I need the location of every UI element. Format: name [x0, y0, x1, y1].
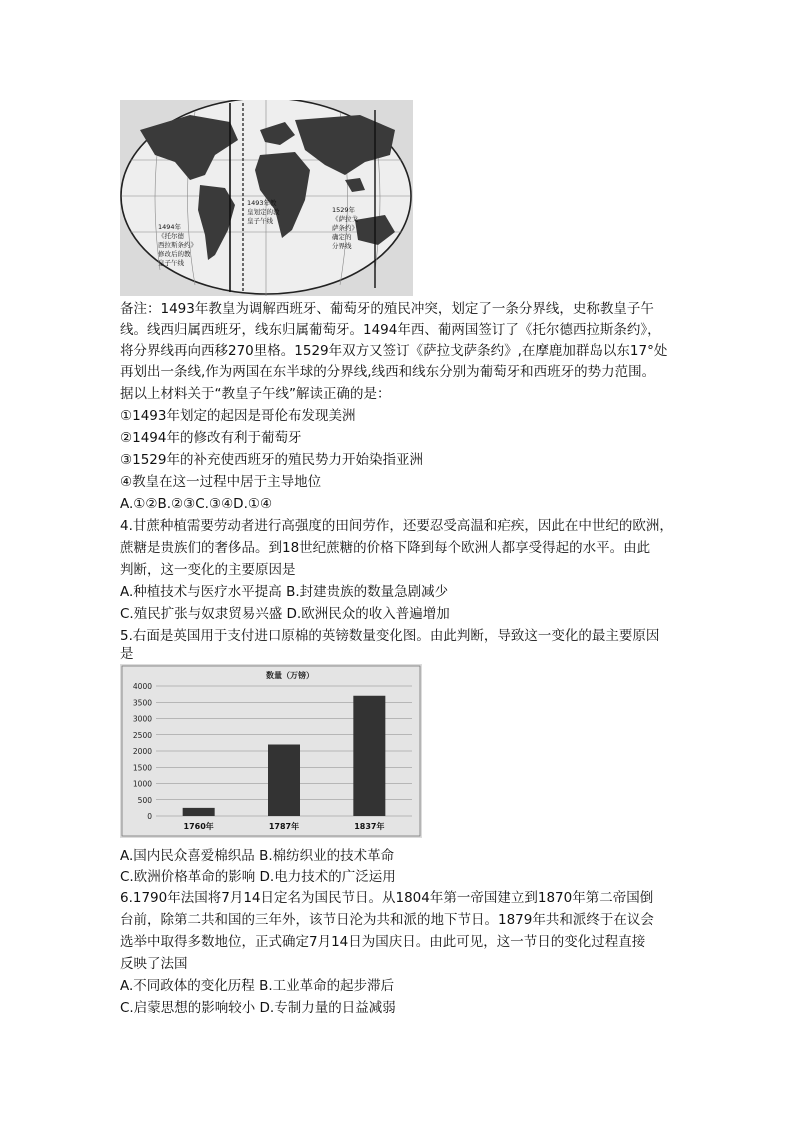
x-tick-label: 1760年	[183, 822, 214, 831]
map-label: 《萨拉戈	[332, 215, 358, 223]
x-tick-label: 1837年	[354, 822, 385, 831]
bar	[183, 808, 215, 816]
q4-stem-line: 判断，这一变化的主要原因是	[120, 562, 296, 578]
map-label: 修改后的教	[158, 250, 191, 258]
q4-options: A.种植技术与医疗水平提高 B.封建贵族的数量急剧减少	[120, 584, 449, 600]
q6-stem-line: 选举中取得多数地位，正式确定7月14日为国庆日。由此可见，这一节日的变化过程直接	[120, 934, 646, 950]
map-label: 皇划定的教	[247, 208, 280, 216]
q4-stem-line: 4.甘蔗种植需要劳动者进行高强度的田间劳作，还要忍受高温和疟疾，因此在中世纪的欧洲，	[120, 518, 673, 534]
map-label: 西拉斯条约》	[158, 241, 197, 249]
q5-options: C.欧洲价格革命的影响 D.电力技术的广泛运用	[120, 869, 396, 885]
q3-note-line: 再划出一条线,作为两国在东半球的分界线,线西和线东分别为葡萄牙和西班牙的势力范围。	[120, 364, 656, 380]
map-label: 1494年	[158, 223, 182, 231]
y-tick-label: 1500	[132, 763, 152, 773]
y-tick-label: 2000	[132, 747, 152, 756]
chart-svg	[120, 664, 422, 838]
q3-item: ③1529年的补充使西班牙的殖民势力开始染指亚洲	[120, 452, 423, 468]
q5-stem-line: 是	[120, 646, 134, 662]
x-tick-label: 1787年	[268, 822, 300, 831]
cotton-import-chart	[120, 664, 422, 838]
map-label: 萨条约》	[332, 224, 358, 232]
y-tick-label: 3000	[132, 714, 152, 724]
q3-item: ①1493年划定的起因是哥伦布发现美洲	[120, 408, 356, 424]
map-label: 1529年	[332, 206, 356, 214]
map-label: 分界线	[332, 242, 352, 250]
q6-stem-line: 台前，除第二共和国的三年外，该节日沦为共和派的地下节日。1879年共和派终于在议会	[120, 912, 654, 928]
q3-item: ④教皇在这一过程中居于主导地位	[120, 474, 322, 490]
y-tick-label: 3500	[132, 698, 152, 708]
bar	[353, 696, 385, 816]
q5-stem-line: 5.右面是英国用于支付进口原棉的英镑数量变化图。由此判断，导致这一变化的最主要原因	[120, 628, 660, 644]
map-label: 《托尔德	[158, 232, 184, 240]
q4-options: C.殖民扩张与奴隶贸易兴盛 D.欧洲民众的收入普遍增加	[120, 606, 450, 622]
q6-options: A.不同政体的变化历程 B.工业革命的起步滞后	[120, 978, 395, 994]
world-map-figure	[120, 100, 413, 296]
q5-options: A.国内民众喜爱棉织品 B.棉纺织业的技术革命	[120, 848, 395, 864]
y-tick-label: 500	[137, 795, 152, 805]
q6-stem-line: 6.1790年法国将7月14日定名为国民节日。从1804年第一帝国建立到1870年第二帝国倒	[120, 890, 654, 906]
q3-options: A.①②B.②③C.③④D.①④	[120, 496, 273, 512]
q3-note-line: 备注：1493年教皇为调解西班牙、葡萄牙的殖民冲突，划定了一条分界线，史称教皇子午	[120, 301, 654, 317]
q3-note-line: 将分界线再向西移270里格。1529年双方又签订《萨拉戈萨条约》,在摩鹿加群岛以东17°处	[120, 343, 668, 359]
map-label: 皇子午线	[158, 259, 184, 267]
q6-stem-line: 反映了法国	[120, 956, 188, 972]
y-tick-label: 0	[147, 812, 152, 821]
map-label: 1493年教	[247, 199, 277, 207]
q6-options: C.启蒙思想的影响较小 D.专制力量的日益减弱	[120, 1000, 396, 1016]
world-map-svg	[120, 100, 413, 296]
bar	[268, 745, 300, 817]
y-tick-label: 4000	[132, 682, 152, 691]
q3-stem: 据以上材料关于“教皇子午线”解读正确的是：	[120, 386, 391, 402]
map-label: 确定的	[332, 233, 352, 241]
chart-title: 数量（万镑）	[266, 671, 314, 680]
q3-item: ②1494年的修改有利于葡萄牙	[120, 430, 302, 446]
q3-note-line: 线。线西归属西班牙，线东归属葡萄牙。1494年西、葡两国签订了《托尔德西拉斯条约》，	[120, 322, 661, 338]
y-tick-label: 1000	[132, 779, 152, 789]
y-tick-label: 2500	[132, 730, 152, 740]
q4-stem-line: 蔗糖是贵族们的奢侈品。到18世纪蔗糖的价格下降到每个欧洲人都享受得起的水平。由此	[120, 540, 651, 556]
map-label: 皇子午线	[247, 217, 273, 225]
